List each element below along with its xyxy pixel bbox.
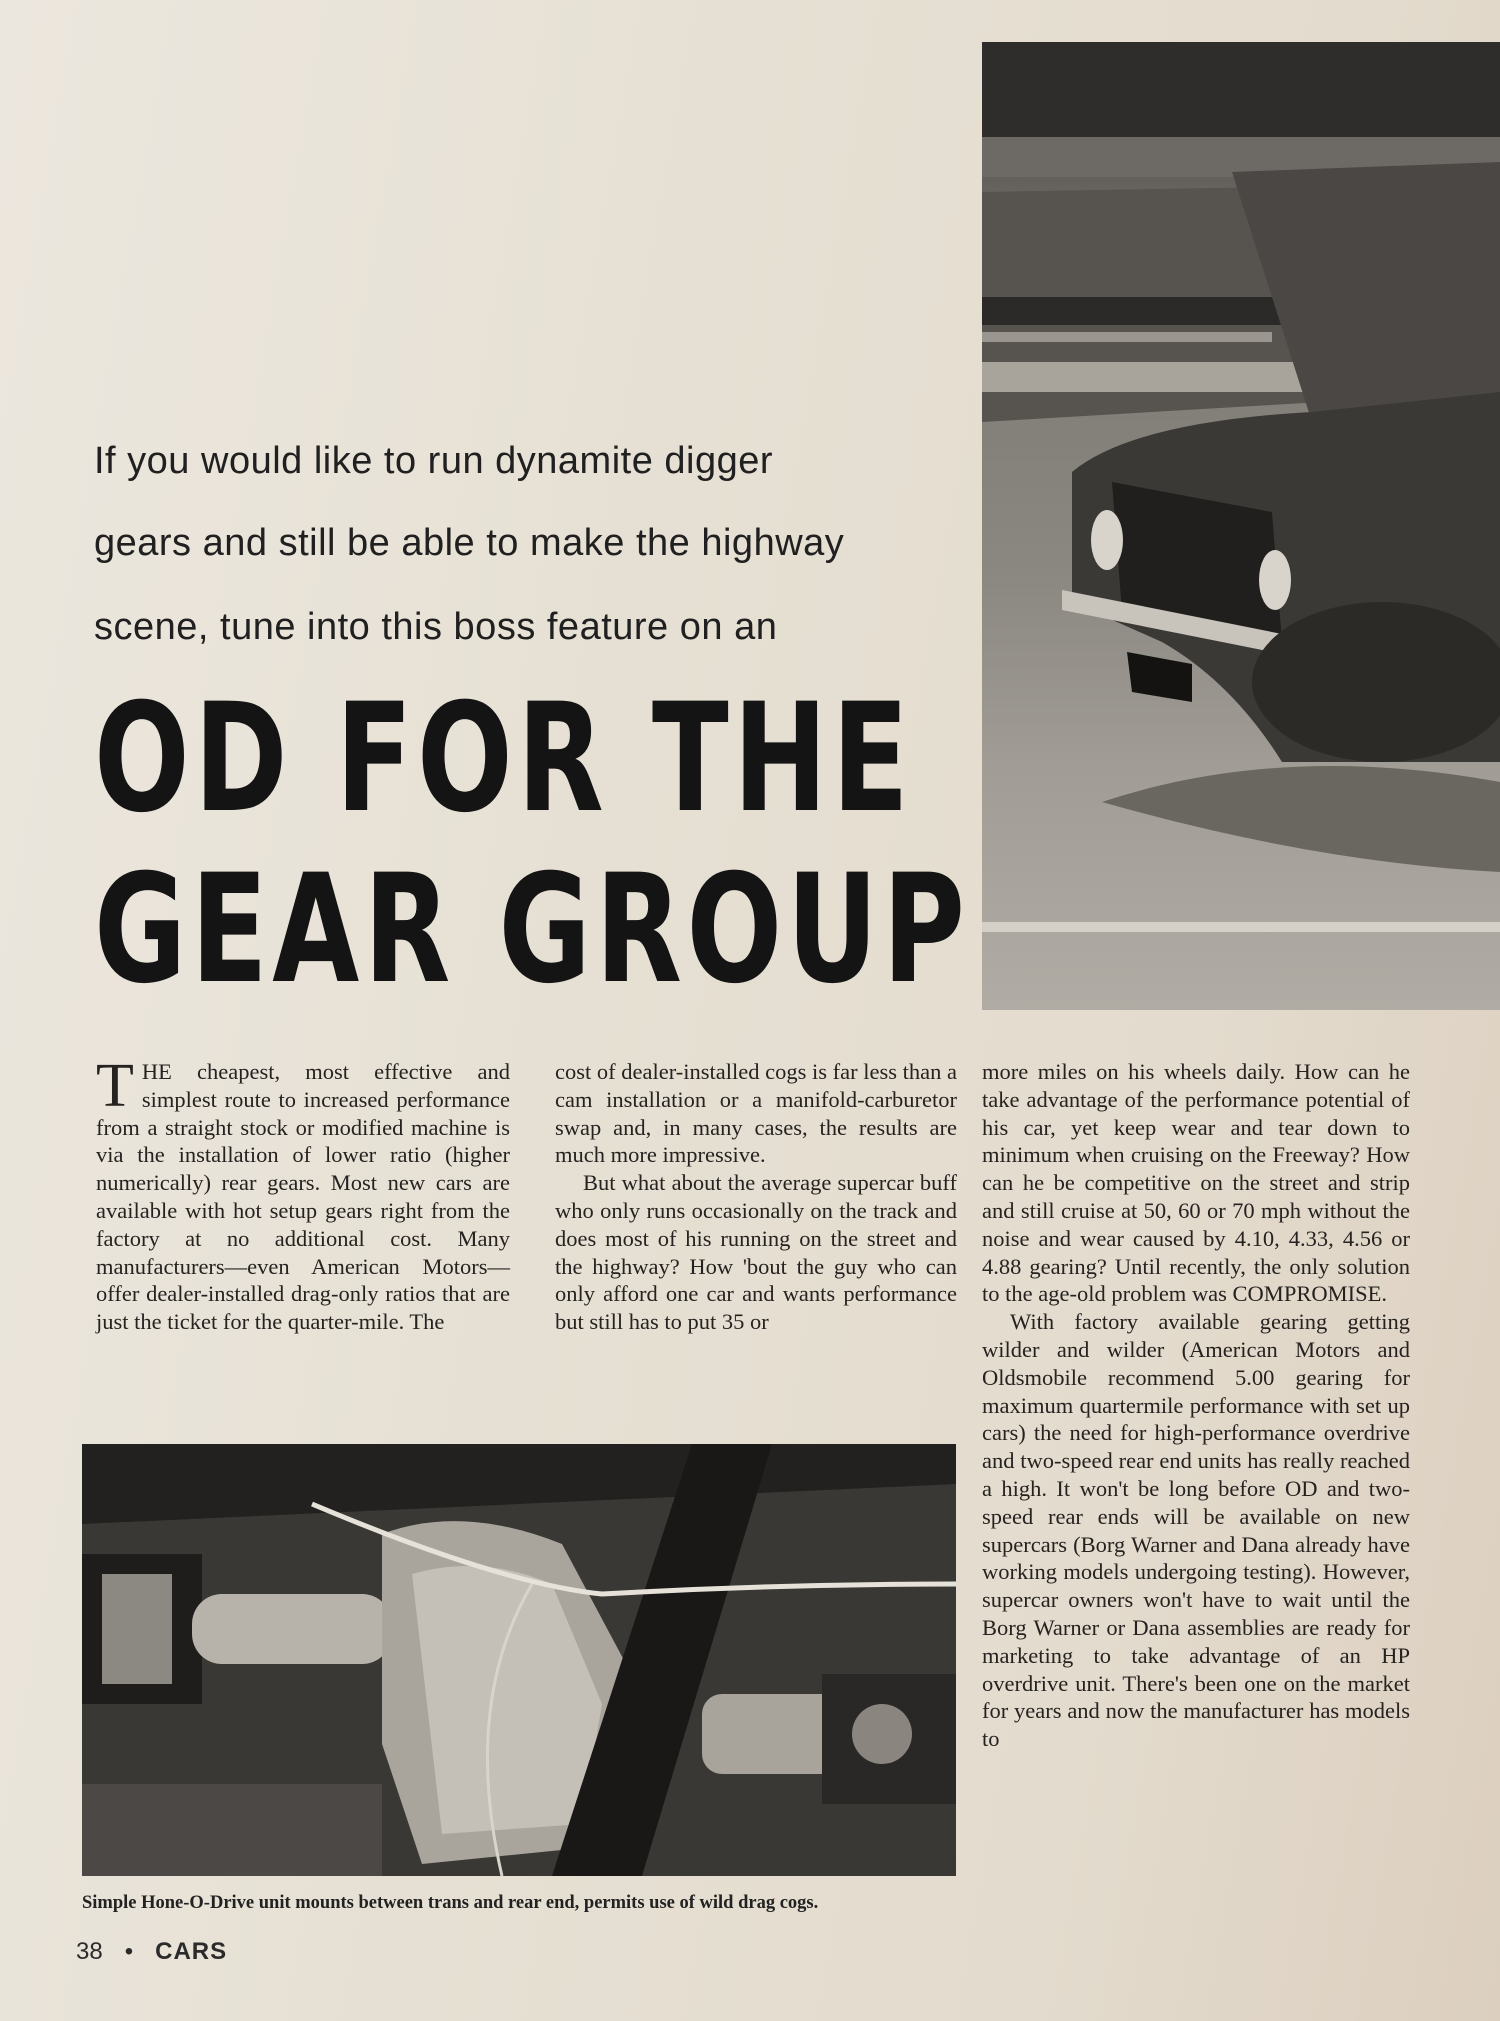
column-3-paragraph-1: more miles on his wheels daily. How can he take advantage of the performance potential of his car, yet keep wear and tear down to minimum when cruising on the Freeway? How can he be competitive on the street and strip and still cruise at 50, 60 or 70 mph without the noise and wear caused by 4.10, 4.33, 4.56 or 4.88 gearing? Until recently, the only solution to the age-old problem was COMPROMISE. [982, 1059, 1410, 1307]
page-number: 38 [76, 1938, 103, 1965]
column-2-paragraph-1: cost of dealer-installed cogs is far less than a cam installation or a manifold-carburetor swap and, in many cases, the results are much more impressive. [555, 1059, 957, 1168]
column-2-paragraph-2: But what about the average supercar buff who only runs occasionally on the track and does most of his running on the street and the highway? How 'bout the guy who can only afford one car and wants performance but still has to put 35 or [555, 1170, 957, 1335]
photo-cars-illustration [982, 42, 1500, 1010]
drop-cap: T [96, 1052, 134, 1120]
photo-caption: Simple Hone-O-Drive unit mounts between trans and rear end, permits use of wild drag cogs. [82, 1893, 819, 1913]
lead-in: HE [141, 1059, 172, 1084]
photo-hone-o-drive-unit [82, 1444, 956, 1876]
page-folio [76, 1938, 227, 1966]
headline-line-1: OD FOR THE [94, 672, 914, 846]
article-column-2 [555, 1058, 957, 1336]
magazine-name: CARS [155, 1938, 228, 1965]
deck-line-2: gears and still be able to make the highway [94, 522, 845, 564]
folio-bullet: • [124, 1938, 134, 1965]
column-1-text: cheapest, most effective and simplest route to increased performance from a straight stock or modified machine is via the installation of lower ratio (higher numerically) rear gears. Most new cars are available with hot setup gears right from the factory at no additional cost. Many manufacturers—even American Motors—offer dealer-installed drag-only ratios that are just the ticket for the quarter-mile. The [96, 1059, 511, 1335]
photo-drivetrain-illustration [82, 1444, 956, 1876]
article-column-1 [96, 1052, 511, 1336]
headline-line-2: GEAR GROUP [94, 843, 970, 1017]
deck-line-3: scene, tune into this boss feature on an [94, 606, 778, 648]
photo-cars-at-strip [982, 42, 1500, 1010]
column-3-paragraph-2: With factory available gearing getting wilder and wilder (American Motors and Oldsmobile recommend 5.00 gearing for maximum quartermile performance with set up cars) the need for high-performance overdrive and two-speed rear end units has really reached a high. It won't be long before OD and two-speed rear ends will be available on new supercars (Borg Warner and Dana already have working models undergoing testing). However, supercar owners won't have to wait until the Borg Warner or Dana assemblies are ready for marketing to take advantage of an HP overdrive unit. There's been one on the market for years and now the manufacturer has models to [982, 1309, 1410, 1752]
deck-line-1: If you would like to run dynamite digger [94, 440, 774, 482]
article-column-3 [982, 1058, 1410, 1753]
